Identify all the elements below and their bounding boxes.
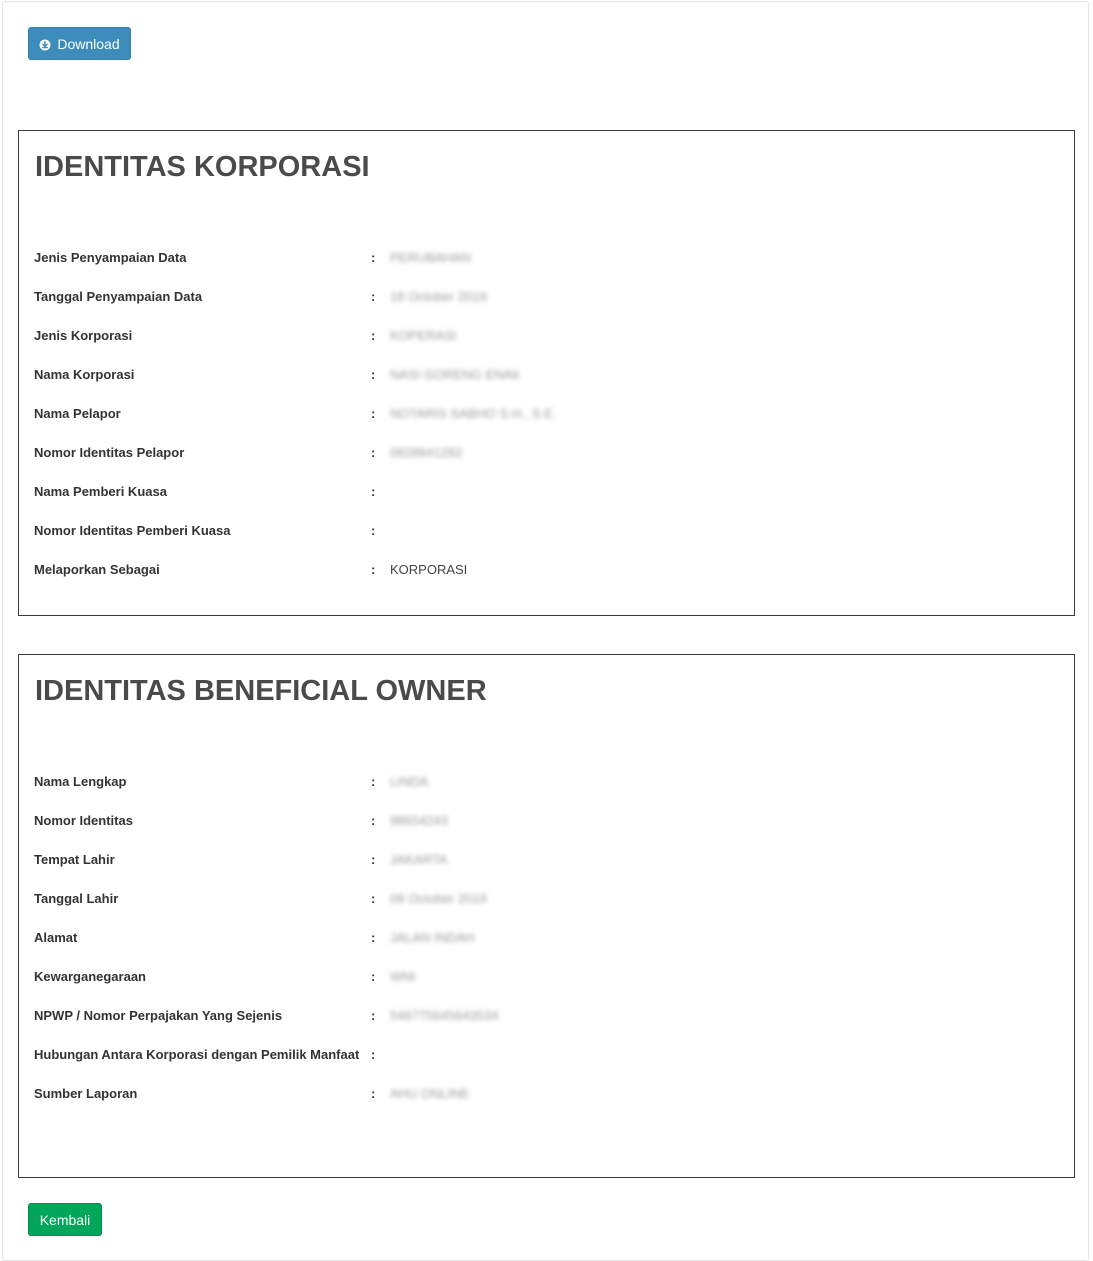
field-separator: :: [371, 328, 376, 343]
field-value: 0828941282: [390, 445, 463, 460]
field-label: Nama Korporasi: [34, 367, 135, 382]
field-separator: :: [371, 562, 376, 577]
info-row: [34, 1074, 1059, 1113]
field-label: Tanggal Lahir: [34, 891, 119, 906]
info-row: [34, 277, 1059, 316]
field-separator: :: [371, 445, 376, 460]
info-row: [34, 1035, 1059, 1074]
info-row: [34, 840, 1059, 879]
field-value: 546775645643534: [390, 1008, 499, 1023]
field-value: 98654243: [390, 813, 448, 828]
field-label: Nomor Identitas: [34, 813, 133, 828]
info-row: [34, 355, 1059, 394]
corporate-identity-rows: [34, 238, 1059, 589]
field-value: JALAN INDAH: [390, 930, 475, 945]
info-row: [34, 394, 1059, 433]
field-separator: :: [371, 1086, 376, 1101]
info-row: [34, 511, 1059, 550]
field-value: WNI: [390, 969, 416, 984]
field-value: 09 October 2019: [390, 891, 487, 906]
field-separator: :: [371, 969, 376, 984]
field-value: 18 October 2019: [390, 289, 487, 304]
info-row: [34, 801, 1059, 840]
field-separator: :: [371, 930, 376, 945]
field-separator: :: [371, 852, 376, 867]
field-value: PERUBAHAN: [390, 250, 471, 265]
info-row: [34, 316, 1059, 355]
field-label: Nama Pemberi Kuasa: [34, 484, 167, 499]
corporate-identity-title: IDENTITAS KORPORASI: [35, 151, 370, 183]
info-row: [34, 472, 1059, 511]
download-label: Download: [57, 35, 120, 52]
field-label: Hubungan Antara Korporasi dengan Pemilik Manfaat: [34, 1047, 360, 1062]
info-row: [34, 957, 1059, 996]
field-value: JAKARTA: [390, 852, 448, 867]
info-row: [34, 433, 1059, 472]
field-value: KORPORASI: [390, 562, 468, 577]
beneficial-owner-rows: [34, 762, 1059, 1113]
field-label: Kewarganegaraan: [34, 969, 146, 984]
field-value: NOTARIS SABHO S.H., S.E.: [390, 406, 557, 421]
field-separator: :: [371, 523, 376, 538]
field-label: NPWP / Nomor Perpajakan Yang Sejenis: [34, 1008, 283, 1023]
field-separator: :: [371, 484, 376, 499]
field-label: Jenis Korporasi: [34, 328, 133, 343]
field-label: Jenis Penyampaian Data: [34, 250, 187, 265]
field-value: NASI GORENG ENAK: [390, 367, 521, 382]
field-separator: :: [371, 774, 376, 789]
download-circle-icon: [39, 38, 51, 50]
field-separator: :: [371, 891, 376, 906]
field-label: Alamat: [34, 930, 78, 945]
field-value: LINDA: [390, 774, 429, 789]
field-separator: :: [371, 813, 376, 828]
field-label: Nama Lengkap: [34, 774, 127, 789]
field-label: Nomor Identitas Pemberi Kuasa: [34, 523, 231, 538]
info-row: [34, 879, 1059, 918]
info-row: [34, 918, 1059, 957]
field-label: Nomor Identitas Pelapor: [34, 445, 185, 460]
field-label: Tempat Lahir: [34, 852, 115, 867]
field-label: Melaporkan Sebagai: [34, 562, 160, 577]
field-label: Tanggal Penyampaian Data: [34, 289, 203, 304]
corporate-identity-panel: [18, 130, 1075, 616]
field-value: AHU ONLINE: [390, 1086, 470, 1101]
info-row: [34, 762, 1059, 801]
field-separator: :: [371, 406, 376, 421]
download-button[interactable]: [28, 27, 131, 60]
beneficial-owner-title: IDENTITAS BENEFICIAL OWNER: [35, 675, 487, 707]
info-row: [34, 238, 1059, 277]
field-separator: :: [371, 1047, 376, 1062]
info-row: [34, 996, 1059, 1035]
beneficial-owner-panel: [18, 654, 1075, 1178]
field-separator: :: [371, 1008, 376, 1023]
field-separator: :: [371, 250, 376, 265]
field-separator: :: [371, 289, 376, 304]
field-label: Sumber Laporan: [34, 1086, 138, 1101]
info-row: [34, 550, 1059, 589]
field-label: Nama Pelapor: [34, 406, 121, 421]
field-separator: :: [371, 367, 376, 382]
back-button[interactable]: Kembali: [28, 1203, 102, 1236]
field-value: KOPERASI: [390, 328, 457, 343]
